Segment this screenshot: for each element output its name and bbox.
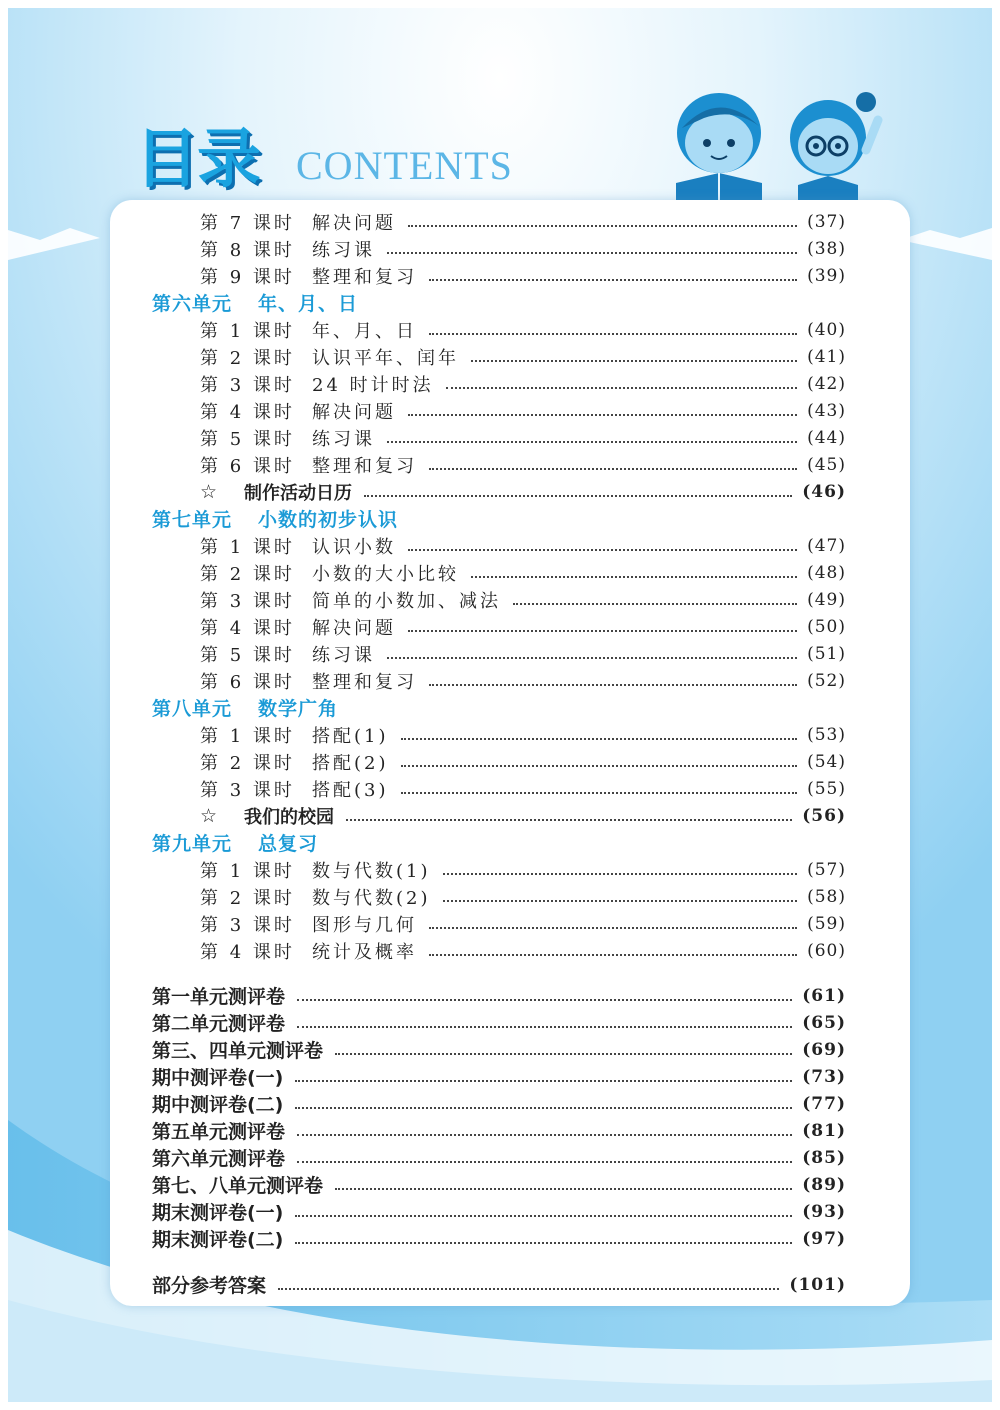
entry-title: 第七、八单元测评卷 xyxy=(152,1175,324,1197)
star-icon: ☆ xyxy=(200,804,218,827)
dot-leader xyxy=(297,1161,792,1163)
toc-entry[interactable] xyxy=(200,910,846,937)
unit-heading[interactable] xyxy=(152,505,846,532)
page-number: (56) xyxy=(802,805,846,826)
entry-label: 第 2 课时 xyxy=(200,752,295,774)
page-number: (58) xyxy=(807,886,846,907)
entry-title: 认识小数 xyxy=(312,536,396,558)
entry-title: 小数的初步认识 xyxy=(258,509,399,531)
dot-leader xyxy=(408,414,797,416)
toc-entry[interactable] xyxy=(152,1063,846,1090)
page-number: (38) xyxy=(807,238,846,259)
entry-title: 整理和复习 xyxy=(312,671,417,693)
toc-entry[interactable] xyxy=(152,1198,846,1225)
entry-label: 第九单元 xyxy=(152,833,233,855)
dot-leader xyxy=(408,630,797,632)
page-number: (37) xyxy=(807,211,846,232)
dot-leader xyxy=(295,1107,792,1109)
entry-label: 第 1 课时 xyxy=(200,725,295,747)
entry-title: 练习课 xyxy=(312,428,375,450)
entry-label: 第 2 课时 xyxy=(200,347,295,369)
page-number: (85) xyxy=(802,1147,846,1168)
page-number: (55) xyxy=(807,778,846,799)
dot-leader xyxy=(446,387,797,389)
entry-title: 数与代数(1) xyxy=(312,860,431,882)
toc-entry[interactable] xyxy=(152,982,846,1009)
dot-leader xyxy=(429,927,797,929)
page-number: (44) xyxy=(807,427,846,448)
dot-leader xyxy=(364,495,792,497)
page-number: (73) xyxy=(802,1066,846,1087)
page-number: (40) xyxy=(807,319,846,340)
entry-label: 第 4 课时 xyxy=(200,941,295,963)
entry-title: 期末测评卷(一) xyxy=(152,1202,284,1224)
entry-title: 练习课 xyxy=(312,644,375,666)
toc-entry[interactable] xyxy=(200,451,846,478)
entry-label: 第 4 课时 xyxy=(200,401,295,423)
entry-title: 简单的小数加、减法 xyxy=(312,590,501,612)
toc-entry[interactable] xyxy=(200,370,846,397)
dot-leader xyxy=(387,441,797,443)
toc-entry[interactable] xyxy=(152,1271,846,1298)
toc-entry[interactable] xyxy=(200,208,846,235)
toc-entry[interactable] xyxy=(152,1171,846,1198)
dot-leader xyxy=(387,252,797,254)
entry-title: 年、月、日 xyxy=(312,320,417,342)
dot-leader xyxy=(471,360,797,362)
toc-entry[interactable] xyxy=(200,586,846,613)
toc-entry[interactable] xyxy=(200,856,846,883)
entry-label: 第 3 课时 xyxy=(200,590,295,612)
page-number: (42) xyxy=(807,373,846,394)
boy-reading-illustration xyxy=(664,88,774,203)
entry-title: 搭配(1) xyxy=(312,725,389,747)
page-number: (77) xyxy=(802,1093,846,1114)
page-number: (97) xyxy=(802,1228,846,1249)
entry-title: 期末测评卷(二) xyxy=(152,1229,284,1251)
page-title: 目录 xyxy=(135,123,259,197)
entry-title: 小数的大小比较 xyxy=(312,563,459,585)
entry-title: 第二单元测评卷 xyxy=(152,1013,286,1035)
toc-entry[interactable] xyxy=(200,613,846,640)
toc-entry[interactable] xyxy=(152,1009,846,1036)
page-number: (47) xyxy=(807,535,846,556)
entry-title: 搭配(2) xyxy=(312,752,389,774)
entry-label: 第 1 课时 xyxy=(200,320,295,342)
entry-title: 总复习 xyxy=(258,833,319,855)
entry-title: 第五单元测评卷 xyxy=(152,1121,286,1143)
entry-title: 整理和复习 xyxy=(312,455,417,477)
entry-label: 第 1 课时 xyxy=(200,860,295,882)
page-number: (69) xyxy=(802,1039,846,1060)
entry-label: 第 8 课时 xyxy=(200,239,295,261)
page-number: (60) xyxy=(807,940,846,961)
dot-leader xyxy=(335,1053,792,1055)
toc-entry[interactable] xyxy=(200,397,846,424)
toc-entry[interactable] xyxy=(152,1090,846,1117)
entry-title: 我们的校园 xyxy=(244,806,334,828)
entry-title: 练习课 xyxy=(312,239,375,261)
page-number: (43) xyxy=(807,400,846,421)
entry-label: 第八单元 xyxy=(152,698,233,720)
entry-label: 第 1 课时 xyxy=(200,536,295,558)
page-number: (57) xyxy=(807,859,846,880)
entry-title: 部分参考答案 xyxy=(152,1275,267,1297)
toc-entry[interactable] xyxy=(200,316,846,343)
page-number: (41) xyxy=(807,346,846,367)
dot-leader xyxy=(429,279,797,281)
toc-entry[interactable] xyxy=(200,721,846,748)
toc-entry[interactable] xyxy=(152,1036,846,1063)
entry-title: 期中测评卷(二) xyxy=(152,1094,284,1116)
entry-title: 第三、四单元测评卷 xyxy=(152,1040,324,1062)
page-number: (45) xyxy=(807,454,846,475)
dot-leader xyxy=(429,468,797,470)
dot-leader xyxy=(295,1215,792,1217)
entry-title: 数与代数(2) xyxy=(312,887,431,909)
entry-title: 制作活动日历 xyxy=(244,482,352,504)
entry-title: 数学广角 xyxy=(258,698,339,720)
dot-leader xyxy=(346,819,792,821)
dot-leader xyxy=(443,873,798,875)
toc-entry[interactable] xyxy=(200,802,846,829)
dot-leader xyxy=(401,738,798,740)
entry-title: 第一单元测评卷 xyxy=(152,986,286,1008)
toc-entry[interactable] xyxy=(152,1225,846,1252)
toc-entry[interactable] xyxy=(200,262,846,289)
dot-leader xyxy=(295,1242,792,1244)
dot-leader xyxy=(429,954,797,956)
entry-label: 第 5 课时 xyxy=(200,644,295,666)
dot-leader xyxy=(297,999,792,1001)
page-number: (49) xyxy=(807,589,846,610)
toc-entry[interactable] xyxy=(200,667,846,694)
entry-title: 认识平年、闰年 xyxy=(312,347,459,369)
page-number: (59) xyxy=(807,913,846,934)
entry-label: 第 4 课时 xyxy=(200,617,295,639)
entry-title: 24 时计时法 xyxy=(312,374,434,396)
entry-label: 第 2 课时 xyxy=(200,887,295,909)
toc-entry[interactable] xyxy=(200,748,846,775)
entry-label: 第 5 课时 xyxy=(200,428,295,450)
toc-entry[interactable] xyxy=(152,1144,846,1171)
dot-leader xyxy=(387,657,797,659)
page-number: (50) xyxy=(807,616,846,637)
star-icon: ☆ xyxy=(200,480,218,503)
page-number: (61) xyxy=(802,985,846,1006)
page-number: (89) xyxy=(802,1174,846,1195)
girl-waving-illustration xyxy=(778,90,888,202)
dot-leader xyxy=(429,333,797,335)
page-number: (81) xyxy=(802,1120,846,1141)
entry-label: 第 3 课时 xyxy=(200,779,295,801)
page-number: (39) xyxy=(807,265,846,286)
entry-label: 第 7 课时 xyxy=(200,212,295,234)
entry-label: 第六单元 xyxy=(152,293,233,315)
toc-entry[interactable] xyxy=(200,937,846,964)
entry-label: 第 9 课时 xyxy=(200,266,295,288)
page-number: (48) xyxy=(807,562,846,583)
dot-leader xyxy=(443,900,798,902)
dot-leader xyxy=(278,1288,779,1290)
entry-title: 整理和复习 xyxy=(312,266,417,288)
entry-title: 第六单元测评卷 xyxy=(152,1148,286,1170)
entry-title: 解决问题 xyxy=(312,401,396,423)
entry-title: 解决问题 xyxy=(312,617,396,639)
unit-heading[interactable] xyxy=(152,694,846,721)
dot-leader xyxy=(408,225,797,227)
entry-label: 第 3 课时 xyxy=(200,374,295,396)
entry-title: 统计及概率 xyxy=(312,941,417,963)
entry-title: 搭配(3) xyxy=(312,779,389,801)
unit-heading[interactable] xyxy=(152,829,846,856)
dot-leader xyxy=(295,1080,792,1082)
toc-entry[interactable] xyxy=(200,883,846,910)
entry-title: 图形与几何 xyxy=(312,914,417,936)
entry-label: 第 6 课时 xyxy=(200,455,295,477)
dot-leader xyxy=(297,1026,792,1028)
toc-entry[interactable] xyxy=(200,775,846,802)
page-number: (65) xyxy=(802,1012,846,1033)
toc-entry[interactable] xyxy=(200,478,846,505)
dot-leader xyxy=(429,684,797,686)
unit-heading[interactable] xyxy=(152,289,846,316)
page-number: (53) xyxy=(807,724,846,745)
page-title-english: CONTENTS xyxy=(296,143,513,188)
dot-leader xyxy=(297,1134,792,1136)
dot-leader xyxy=(471,576,797,578)
page-number: (46) xyxy=(802,481,846,502)
toc-entry[interactable] xyxy=(152,1117,846,1144)
entry-title: 期中测评卷(一) xyxy=(152,1067,284,1089)
entry-title: 解决问题 xyxy=(312,212,396,234)
entry-label: 第 6 课时 xyxy=(200,671,295,693)
dot-leader xyxy=(408,549,797,551)
toc-entry[interactable] xyxy=(200,424,846,451)
page-number: (52) xyxy=(807,670,846,691)
dot-leader xyxy=(401,792,798,794)
page-number: (101) xyxy=(789,1274,846,1295)
entry-label: 第 2 课时 xyxy=(200,563,295,585)
toc-entry[interactable] xyxy=(200,235,846,262)
entry-label: 第 3 课时 xyxy=(200,914,295,936)
entry-title: 年、月、日 xyxy=(258,293,359,315)
toc-entry[interactable] xyxy=(200,559,846,586)
page-number: (51) xyxy=(807,643,846,664)
toc-entry[interactable] xyxy=(200,532,846,559)
page-number: (54) xyxy=(807,751,846,772)
dot-leader xyxy=(513,603,797,605)
toc-entry[interactable] xyxy=(200,343,846,370)
dot-leader xyxy=(401,765,798,767)
dot-leader xyxy=(335,1188,792,1190)
entry-label: 第七单元 xyxy=(152,509,233,531)
page-number: (93) xyxy=(802,1201,846,1222)
toc-entry[interactable] xyxy=(200,640,846,667)
